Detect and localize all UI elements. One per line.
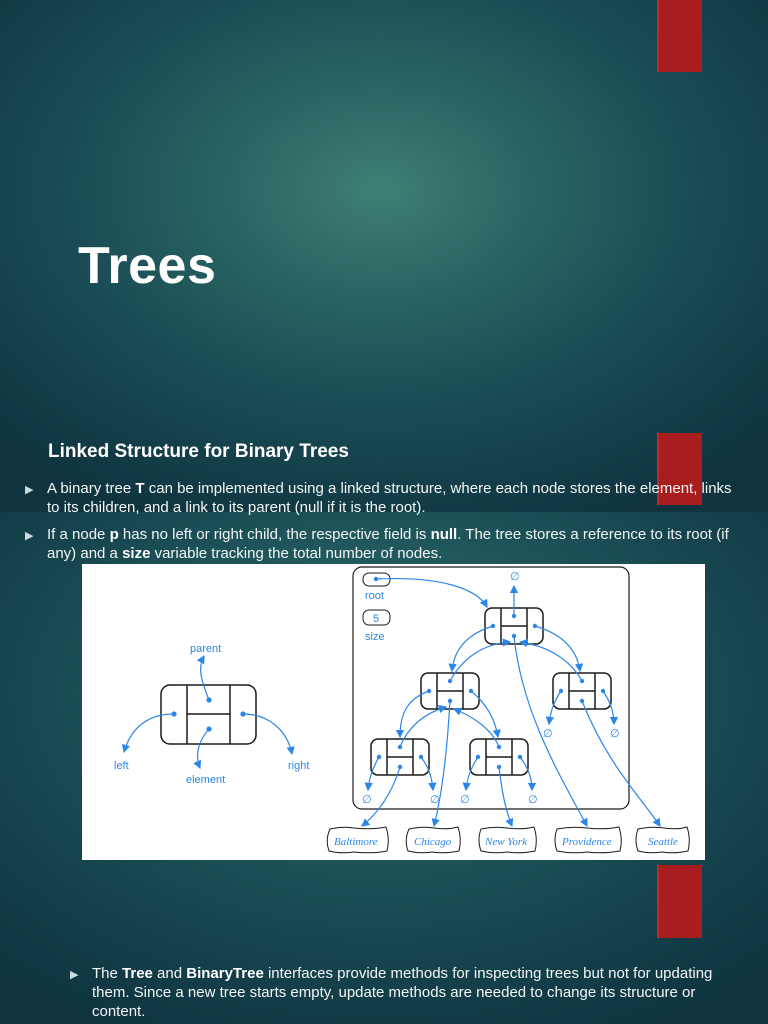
bullet-bold: size [122,545,151,562]
bullet-text: The [92,965,123,982]
bullet-text: variable tracking the total number of nodes. [150,545,443,562]
parent-label: parent [190,643,222,655]
null-icon: ∅ [528,793,538,806]
size-label: size [365,631,385,643]
bullet-arrow-icon: ▶ [25,530,34,542]
tree-container [353,567,629,809]
bullet-text: has no left or right child, the respective field is [118,526,431,543]
bullet-text: and [152,965,187,982]
slide-title: Trees [78,237,217,295]
linked-tree [327,567,689,853]
red-accent-tab-lower [657,866,702,938]
tree-node-left-left [371,739,429,775]
tree-node-root [485,570,543,644]
bullet-item-2 [25,525,747,563]
city-label: Seattle [648,836,678,848]
bullet-text: interfaces provide methods for inspecting trees but not for updating them. Since a new tree starts empty, update methods are needed to change its structure or content. [92,965,713,1020]
city-label: Baltimore [334,836,378,848]
city-label: Providence [562,836,612,848]
element-label: element [186,774,226,786]
red-accent-tab [657,0,702,72]
bullet-bold: BinaryTree [186,965,264,982]
city-label: Chicago [414,836,452,848]
city-new-york [479,827,536,853]
city-baltimore [327,827,388,853]
bullet-item-3 [70,964,722,1021]
slide-subheading: Linked Structure for Binary Trees [48,441,349,462]
bullet-arrow-icon: ▶ [25,484,34,496]
left-label: left [114,760,129,772]
bullet-bold: Tree [122,965,153,982]
city-label: New York [485,836,528,848]
binary-tree-diagram [82,564,705,860]
null-icon: ∅ [610,727,620,740]
bullet-text: A binary tree [47,480,136,497]
null-icon: ∅ [430,793,440,806]
root-label: root [365,590,384,602]
node-structure [114,643,309,786]
bullet-arrow-icon: ▶ [70,969,79,981]
right-label: right [288,760,310,772]
bullet-bold: T [135,480,145,497]
city-providence [555,827,621,853]
binary-tree-figure [82,564,705,860]
null-icon: ∅ [362,793,372,806]
bullet-text: can be implemented using a linked structure, where each node stores the element, links to its children, and a link to its parent (null if it is the root). [47,480,732,516]
null-icon: ∅ [510,570,520,583]
tree-node-right [553,673,611,709]
city-chicago [406,827,460,853]
city-seattle [636,827,689,853]
bullet-bold: null [430,526,458,543]
null-icon: ∅ [460,793,470,806]
bullet-text: If a node [47,526,110,543]
bullet-bold: p [109,526,119,543]
size-value: 5 [373,613,380,625]
bullet-text: . The tree stores a reference to its root (if any) and a [47,526,729,562]
null-icon: ∅ [543,727,553,740]
bullet-item-1 [25,479,747,517]
